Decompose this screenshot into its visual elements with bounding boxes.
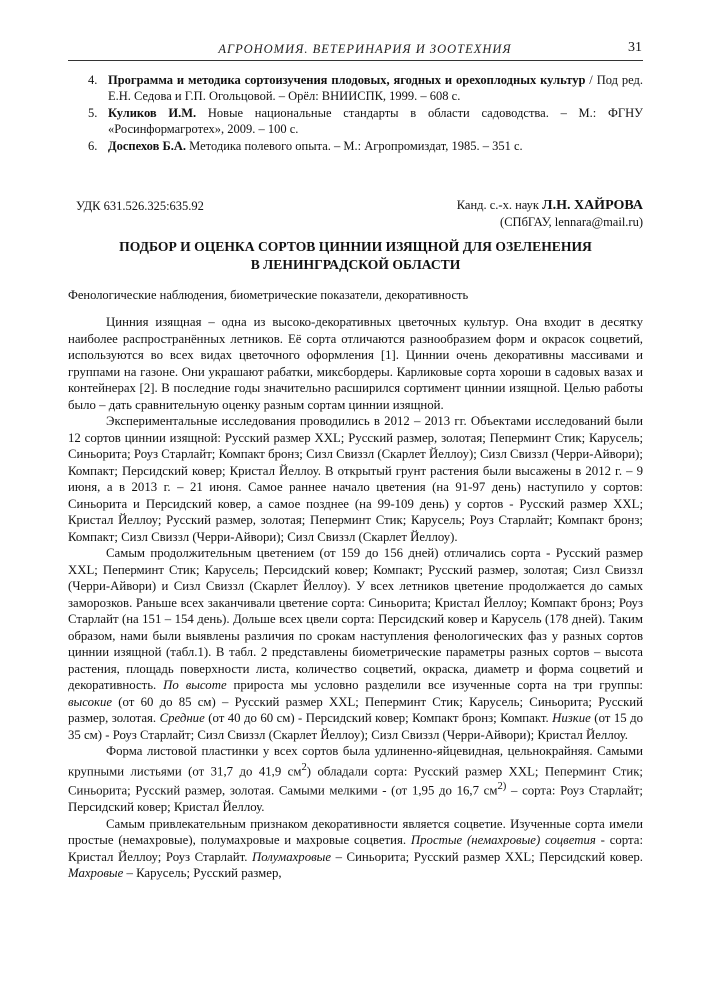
reference-details: / Под ред. Е.Н. Седова и Г.П. Огольцовой. – Орёл: ВНИИСПК, 1999. – 608 с. [108,73,643,103]
emphasis: Низкие [552,711,591,725]
emphasis: Махровые [68,866,124,881]
paragraph-text: – Синьорита; Русский размер XXL; Персидский ковер. [331,849,643,864]
superscript: 2) [497,781,507,793]
emphasis: Средние [159,711,205,725]
emphasis: высокие [68,694,113,709]
paragraph [68,545,643,743]
reference-details: Методика полевого опыта. – М.: Агропромиздат, 1985. – 351 с. [186,139,523,153]
paragraph-text: Самым продолжительным цветением (от 159 до 156 дней) отличались сорта - Русский размер XXL; Пеперминт Стик; Карусель; Персидский ковер; Компакт; Русский размер, золотая; Сизл Свиззл (Черри-Айвори) и Сизл Свиззл (Скарлет Йеллоу). У всех летников цветение продолжается до самых заморозков. Раньше всех заканчивали цветение сорта: Синьорита; Кристал Йеллоу; Компакт бронз; Роуз Старлайт (на 151 – 154 день). Дольше всех цвели сорта: Персидский ковер и Карусель (178 дней). Таким образом, нами были выявлены различия по срокам наступления фенологических фаз у разных сортов циннии изящной (табл.1). В табл. 2 представлены биометрические параметры разных сортов – высота растения, площадь поверхности листа, количество соцветий, окраска, диаметр и форма соцветий и декоративность. [68,546,643,692]
superscript: 2 [301,761,307,773]
reference-number: 6. [88,139,98,153]
paragraph-text: - сорта: Кристал Йеллоу; Роуз Старлайт. [68,833,644,864]
emphasis: По высоте [163,678,227,692]
paragraph-text: – сорта: Роуз Старлайт; Персидский ковер; Кристал Йеллоу. [68,783,643,815]
author-name: Л.Н. ХАЙРОВА [542,198,643,213]
paragraph-text: Форма листовой пластинки у всех сортов была удлиненно-яйцевидная, цельнокрайняя. Самыми крупными листьями (от 31,7 до 41,9 см [68,744,643,778]
paragraph-text: прироста мы условно разделили все изученные сорта на три группы: [226,678,643,692]
running-head: АГРОНОМИЯ. ВЕТЕРИНАРИЯ И ЗООТЕХНИЯ [218,42,512,56]
udc-code: УДК 631.526.325:635.92 [76,199,204,213]
paragraph [68,816,643,882]
emphasis: Простые (немахровые) соцветия [410,833,596,848]
reference-author: Куликов И.М. [108,106,197,120]
article-body [68,314,643,882]
reference-number: 4. [88,73,98,87]
paragraph-text: (от 40 до 60 см) - Персидский ковер; Компакт бронз; Компакт. [204,711,553,725]
paragraph: Цинния изящная – одна из высоко-декоративных цветочных культур. Она входит в десятку наиболее распространённых летников. Её сорта отличаются разнообразием форм и окрасок соцветий, используются во всех видах цветочного оформления [1]. Циннии очень декоративны массивами и группами на газоне. Они украшают рабатки, миксбордеры. Карликовые сорта хороши в садовых вазах и контейнерах [2]. В последние годы значительно расширился сортимент циннии изящной. Целью работы было – дать сравнительную оценку разным сортам циннии изящной. [68,315,643,412]
reference-item [88,73,643,104]
reference-author: Доспехов Б.А. [108,139,187,153]
paragraph-text: (от 15 до 35 см) - Роуз Старлайт; Сизл Свиззл (Скарлет Йеллоу); Сизл Свиззл (Черри-Айвори); Кристал Йеллоу. [68,711,643,742]
page-number: 31 [628,40,642,55]
reference-item [88,139,643,155]
reference-details: Новые национальные стандарты в области садоводства. – М.: ФГНУ «Росинформагротех», 2009. – 100 с. [108,106,643,136]
header-rule [68,60,643,61]
paragraph [68,743,643,816]
paragraph-text: – Карусель; Русский размер, [123,866,282,881]
author-block [457,197,643,231]
author-line [457,197,643,214]
author-affiliation: (СПбГАУ, lennara@mail.ru) [500,215,643,229]
article-title [68,238,643,274]
keywords: Фенологические наблюдения, биометрические показатели, декоративность [68,288,469,302]
title-line: В ЛЕНИНГРАДСКОЙ ОБЛАСТИ [250,257,461,272]
paragraph: Экспериментальные исследования проводились в 2012 – 2013 гг. Объектами исследований были 12 сортов циннии изящной: Русский размер XXL; Русский размер, золотая; Пеперминт Стик; Карусель; Синьорита; Роуз Старлайт; Компакт бронз; Сизл Свиззл (Скарлет Йеллоу); Сизл Свиззл (Черри-Айвори); Компакт; Персидский ковер; Кристал Йеллоу. В открытый грунт растения были высажены в 2012 г. – 9 июня, а в 2013 г. – 21 июня. Самое раннее начало цветения (на 91-97 день) наступило у сортов: Синьорита и Персидский ковер, а самое позднее (на 99-109 день) у сортов - Русский размер XXL; Кристал Йеллоу; Русский размер, золотая; Пеперминт Стик; Карусель; Роуз Старлайт; Компакт бронз; Компакт; Сизл Свиззл (Черри-Айвори); Сизл Свиззл (Скарлет Йеллоу). [68,414,643,544]
author-degree: Канд. с.-х. наук [456,198,543,212]
paragraph-text: Самым привлекательным признаком декоративности является соцветие. Изученные сорта имели простые (немахровые), полумахровые и махровые соцветия. [68,816,643,848]
paragraph-text: ) обладали сорта: Русский размер XXL; Пеперминт Стик; Синьорита; Русский размер, золотая. Самыми мелкими - (от 1,95 до 16,7 см [68,763,643,798]
emphasis: Полумахровые [251,849,332,864]
reference-title: Программа и методика сортоизучения плодовых, ягодных и орехоплодных культур [108,73,586,87]
reference-list [88,73,643,157]
title-line: ПОДБОР И ОЦЕНКА СОРТОВ ЦИННИИ ИЗЯЩНОЙ ДЛЯ ОЗЕЛЕНЕНИЯ [119,239,592,254]
paragraph-text: (от 60 до 85 см) – Русский размер XXL; Пеперминт Стик; Карусель; Синьорита; Русский размер, золотая. [68,694,643,725]
reference-item [88,106,643,137]
reference-number: 5. [88,106,98,120]
